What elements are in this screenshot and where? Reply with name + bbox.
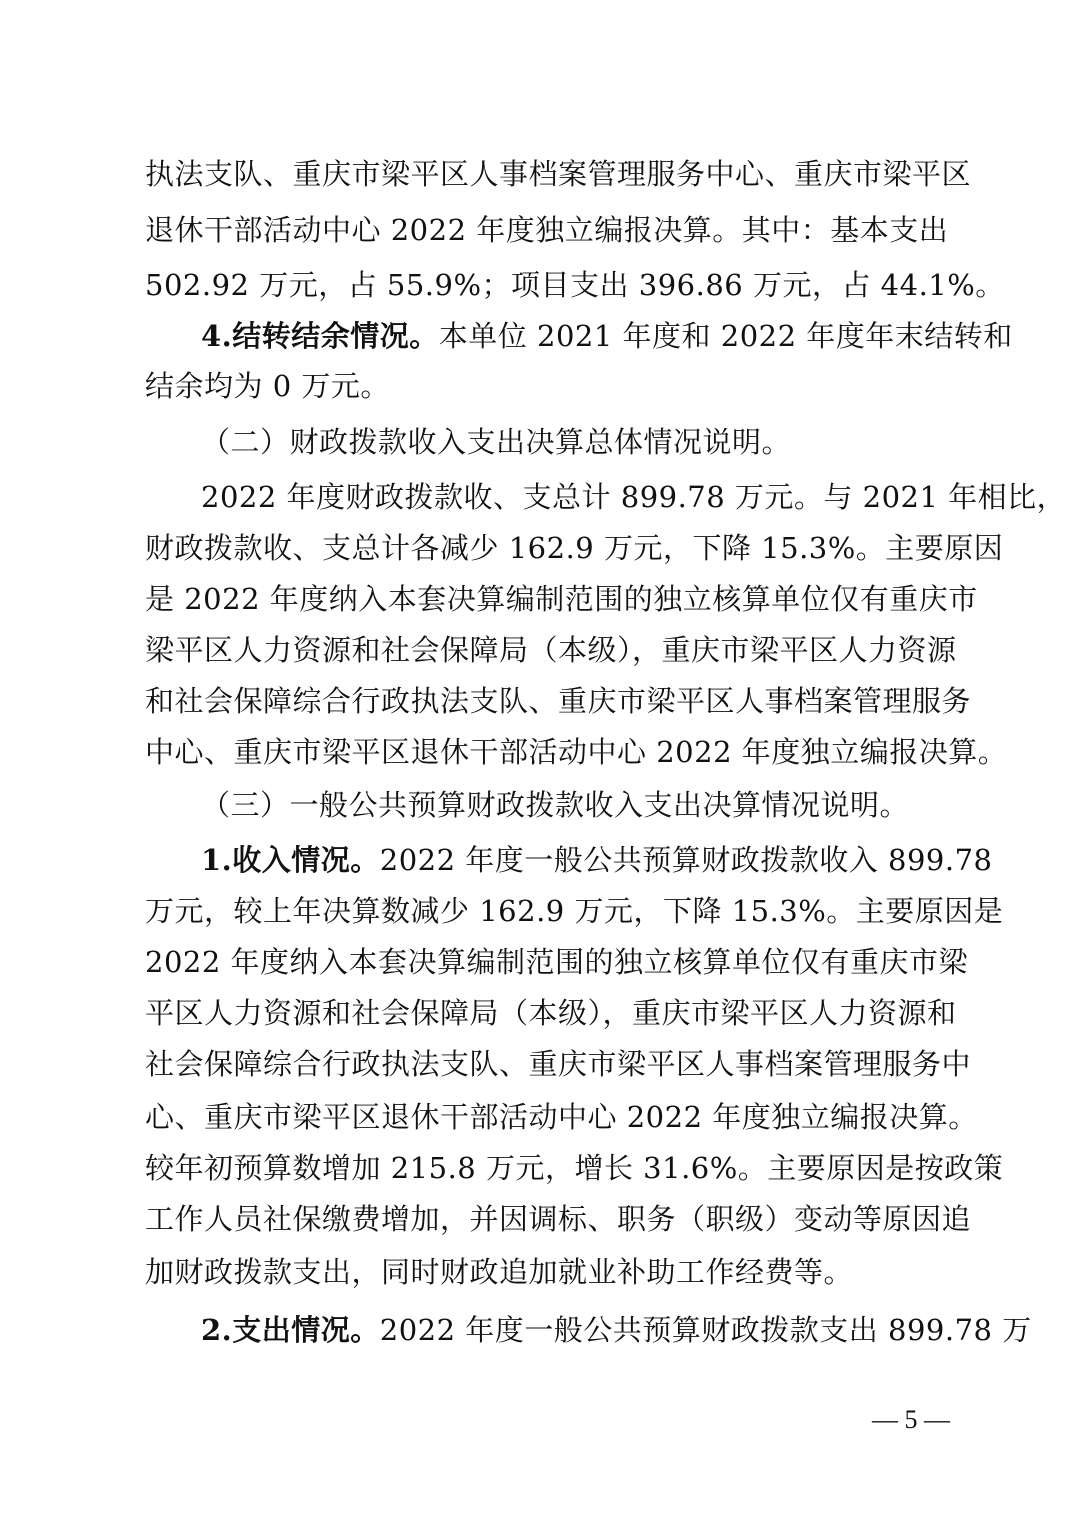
- section-label-carryover: 4.结转结余情况。: [201, 319, 439, 353]
- body-line: 退休干部活动中心 2022 年度独立编报决算。其中：基本支出: [145, 213, 949, 247]
- section-label-income: 1.收入情况。: [201, 843, 380, 877]
- body-line: 是 2022 年度纳入本套决算编制范围的独立核算单位仅有重庆市: [145, 582, 978, 616]
- body-line: 2022 年度财政拨款收、支总计 899.78 万元。与 2021 年相比，: [201, 480, 1067, 514]
- body-line: 社会保障综合行政执法支队、重庆市梁平区人事档案管理服务中: [145, 1047, 972, 1081]
- body-line: 工作人员社保缴费增加，并因调标、职务（职级）变动等原因追: [145, 1202, 972, 1236]
- section-paragraph-expenditure: 2.支出情况。2022 年度一般公共预算财政拨款支出 899.78 万: [201, 1313, 1032, 1347]
- body-line: 中心、重庆市梁平区退休干部活动中心 2022 年度独立编报决算。: [145, 735, 1008, 769]
- section-heading-fiscal-overview: （二）财政拨款收入支出决算总体情况说明。: [201, 425, 792, 459]
- body-line: 平区人力资源和社会保障局（本级），重庆市梁平区人力资源和: [145, 996, 957, 1030]
- body-line: 2022 年度纳入本套决算编制范围的独立核算单位仅有重庆市梁: [145, 945, 969, 979]
- body-line: 结余均为 0 万元。: [145, 369, 390, 403]
- body-line: 万元，较上年决算数减少 162.9 万元，下降 15.3%。主要原因是: [145, 894, 1004, 928]
- section-paragraph-income: 1.收入情况。2022 年度一般公共预算财政拨款收入 899.78: [201, 843, 993, 877]
- body-line: 502.92 万元，占 55.9%；项目支出 396.86 万元，占 44.1%。: [145, 268, 1005, 302]
- body-line: 加财政拨款支出，同时财政追加就业补助工作经费等。: [145, 1255, 854, 1289]
- section-heading-general-budget: （三）一般公共预算财政拨款收入支出决算情况说明。: [201, 788, 910, 822]
- body-line: 梁平区人力资源和社会保障局（本级），重庆市梁平区人力资源: [145, 633, 957, 667]
- body-line: 和社会保障综合行政执法支队、重庆市梁平区人事档案管理服务: [145, 684, 972, 718]
- body-line: 执法支队、重庆市梁平区人事档案管理服务中心、重庆市梁平区: [145, 157, 972, 191]
- section-paragraph-carryover: 4.结转结余情况。本单位 2021 年度和 2022 年度年末结转和: [201, 319, 1013, 353]
- body-line: 心、重庆市梁平区退休干部活动中心 2022 年度独立编报决算。: [145, 1100, 978, 1134]
- page-number: — 5 —: [872, 1405, 950, 1434]
- body-line: 财政拨款收、支总计各减少 162.9 万元，下降 15.3%。主要原因: [145, 531, 1004, 565]
- section-label-expenditure: 2.支出情况。: [201, 1313, 380, 1347]
- body-line: 较年初预算数增加 215.8 万元，增长 31.6%。主要原因是按政策: [145, 1151, 1004, 1185]
